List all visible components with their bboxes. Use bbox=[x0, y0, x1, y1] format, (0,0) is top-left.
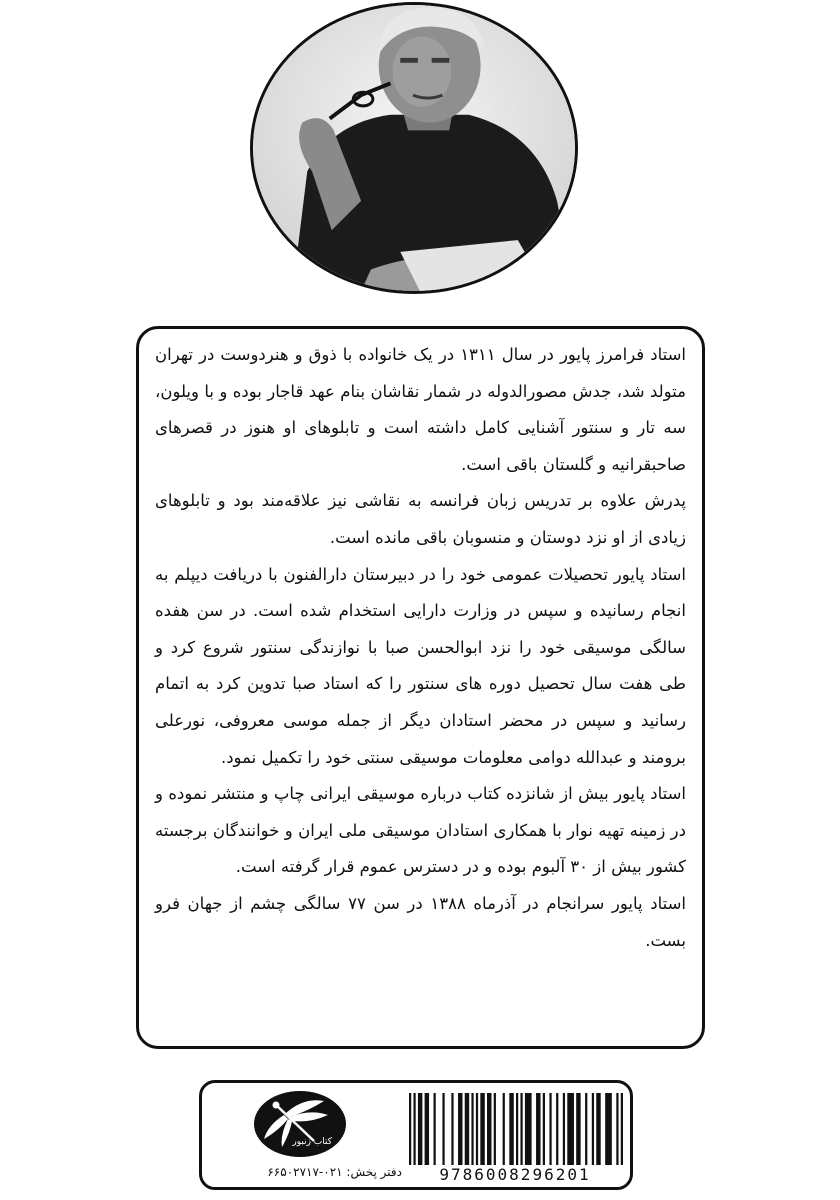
barcode-bar bbox=[425, 1093, 429, 1165]
barcode-panel bbox=[199, 1080, 633, 1190]
barcode-bar bbox=[549, 1093, 551, 1165]
barcode-bar bbox=[563, 1093, 565, 1165]
bio-paragraph-5: استاد پایور سرانجام در آذرماه ۱۳۸۸ در سن ۷۷ سالگی چشم از جهان فرو بست. bbox=[155, 893, 686, 950]
barcode-bar bbox=[471, 1093, 473, 1165]
barcode-bar bbox=[480, 1093, 484, 1165]
barcode-bar bbox=[556, 1093, 558, 1165]
barcode-bar bbox=[525, 1093, 532, 1165]
barcode-bar bbox=[616, 1093, 618, 1165]
biography-text bbox=[155, 337, 686, 959]
author-portrait bbox=[250, 2, 578, 294]
barcode-bar bbox=[434, 1093, 436, 1165]
barcode-bar bbox=[621, 1093, 623, 1165]
barcode-bar bbox=[413, 1093, 415, 1165]
barcode-bar bbox=[516, 1093, 518, 1165]
barcode-bar bbox=[536, 1093, 540, 1165]
bio-paragraph-4: استاد پایور بیش از شانزده کتاب درباره موسیقی ایرانی چاپ و منتشر نموده و در زمینه تهیه نوار با همکاری استادان موسیقی ملی ایران و خوانندگان برجسته کشور بیش از ۳۰ آلبوم بوده و در دسترس عموم قرار گرفته است. bbox=[155, 784, 686, 877]
barcode-bar bbox=[494, 1093, 496, 1165]
barcode-bar bbox=[465, 1093, 469, 1165]
barcode-bar bbox=[543, 1093, 545, 1165]
barcode-bar bbox=[503, 1093, 505, 1165]
bio-paragraph-1: استاد فرامرز پایور در سال ۱۳۱۱ در یک خانواده با ذوق و هنردوست در تهران متولد شد، جدش مصورالدوله در شمار نقاشان بنام عهد قاجار بوده و با ویلون، سه تار و سنتور آشنایی کامل داشته است و تابلوهای او هنوز در قصرهای صاحبقرانیه و گلستان باقی است. bbox=[155, 345, 686, 474]
barcode-bar bbox=[487, 1093, 491, 1165]
isbn-number: 9786008296201 bbox=[439, 1165, 591, 1184]
bio-paragraph-2: پدرش علاوه بر تدریس زبان فرانسه به نقاشی نیز علاقه‌مند بود و تابلوهای زیادی از او نزد دوستان و منسوبان باقی مانده است. bbox=[155, 491, 686, 547]
isbn-barcode bbox=[407, 1093, 625, 1165]
barcode-bar bbox=[451, 1093, 453, 1165]
barcode-bar bbox=[418, 1093, 422, 1165]
publisher-logo bbox=[254, 1091, 346, 1157]
bio-paragraph-3: استاد پایور تحصیلات عمومی خود را در دبیرستان دارالفنون با دریافت دیپلم به انجام رسانیده و سپس در وزارت دارایی استخدام شده است. در سن هفده سالگی موسیقی خود را نزد ابوالحسن صبا با نوازندگی سنتور شروع کرد و طی هفت سال تحصیل دوره های سنتور را که استاد صبا تدوین کرد به اتمام رسانید و سپس در محضر استادان دیگر از جمله موسی معروفی، نورعلی برومند و عبدالله دوامی معلومات موسیقی سنتی خود را تکمیل نمود. bbox=[155, 564, 686, 767]
barcode-bar bbox=[520, 1093, 522, 1165]
barcode-bar bbox=[585, 1093, 587, 1165]
barcode-bar bbox=[509, 1093, 513, 1165]
barcode-bar bbox=[476, 1093, 478, 1165]
distribution-phone: دفتر پخش: ۰۲۱-۶۶۵۰۲۷۱۷ bbox=[267, 1165, 402, 1179]
dragonfly-icon bbox=[254, 1091, 346, 1157]
barcode-bar bbox=[576, 1093, 580, 1165]
publisher-logo-text: کتاب زنبور bbox=[292, 1137, 332, 1147]
barcode-bar bbox=[442, 1093, 444, 1165]
barcode-bar bbox=[458, 1093, 462, 1165]
biography-box bbox=[136, 326, 705, 1049]
barcode-bar bbox=[409, 1093, 411, 1165]
barcode-bar bbox=[596, 1093, 600, 1165]
barcode-bar bbox=[592, 1093, 594, 1165]
barcode-bar bbox=[605, 1093, 612, 1165]
barcode-bar bbox=[567, 1093, 574, 1165]
